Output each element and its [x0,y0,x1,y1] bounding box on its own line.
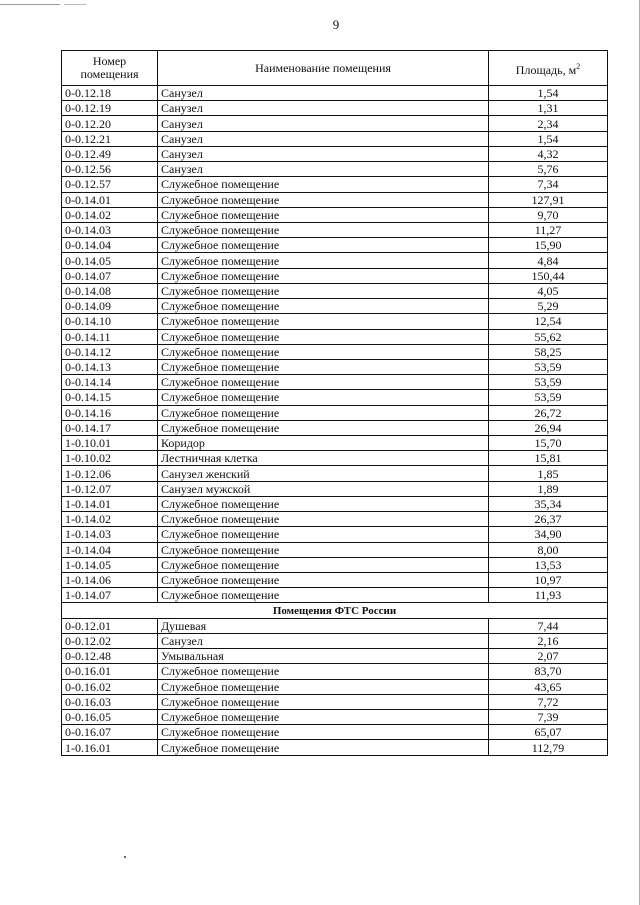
room-area-cell: 65,07 [489,725,608,740]
table-row [62,527,608,542]
room-name-cell: Служебное помещение [158,709,489,724]
table-row [62,131,608,146]
room-area-cell: 12,54 [489,314,608,329]
room-area-cell: 15,81 [489,451,608,466]
table-row [62,405,608,420]
room-name-cell: Служебное помещение [158,512,489,527]
room-number-cell: 0-0.14.04 [62,238,158,253]
room-name-cell: Служебное помещение [158,268,489,283]
table-row [62,573,608,588]
room-name-cell: Служебное помещение [158,664,489,679]
table-row [62,725,608,740]
room-area-cell: 4,32 [489,146,608,161]
room-area-cell: 13,53 [489,557,608,572]
room-number-cell: 1-0.14.02 [62,512,158,527]
table-row [62,451,608,466]
header-area-label: Площадь, м [515,62,577,77]
room-name-cell: Служебное помещение [158,238,489,253]
room-area-cell: 7,72 [489,694,608,709]
room-area-cell: 2,07 [489,649,608,664]
room-area-cell: 9,70 [489,207,608,222]
room-number-cell: 1-0.14.05 [62,557,158,572]
room-area-cell: 34,90 [489,527,608,542]
table-row [62,299,608,314]
table-row [62,694,608,709]
table-row [62,420,608,435]
room-number-cell: 0-0.12.57 [62,177,158,192]
room-number-cell: 1-0.14.06 [62,573,158,588]
room-area-cell: 53,59 [489,359,608,374]
room-number-cell: 1-0.12.07 [62,481,158,496]
room-area-cell: 53,59 [489,390,608,405]
table-row [62,588,608,603]
room-name-cell: Душевая [158,618,489,633]
room-number-cell: 0-0.14.11 [62,329,158,344]
room-area-cell: 150,44 [489,268,608,283]
header-room-name: Наименование помещения [158,51,489,86]
room-number-cell: 0-0.12.56 [62,162,158,177]
room-name-cell: Умывальная [158,649,489,664]
room-area-cell: 1,85 [489,466,608,481]
table-row [62,283,608,298]
room-name-cell: Санузел [158,131,489,146]
table-row [62,664,608,679]
table-row [62,207,608,222]
room-area-cell: 1,89 [489,481,608,496]
section-title: Помещения ФТС России [62,603,608,618]
header-room-number-line2: помещения [80,67,139,81]
room-number-cell: 0-0.16.02 [62,679,158,694]
room-area-cell: 15,70 [489,436,608,451]
room-number-cell: 1-0.14.04 [62,542,158,557]
scan-speck [124,856,126,858]
table-row [62,649,608,664]
room-name-cell: Служебное помещение [158,740,489,755]
header-area-unit-superscript: 2 [576,61,581,71]
table-row [62,557,608,572]
room-name-cell: Служебное помещение [158,390,489,405]
room-number-cell: 0-0.14.02 [62,207,158,222]
room-name-cell: Служебное помещение [158,557,489,572]
room-number-cell: 0-0.12.02 [62,633,158,648]
room-number-cell: 0-0.14.13 [62,359,158,374]
room-area-cell: 1,54 [489,131,608,146]
room-name-cell: Служебное помещение [158,283,489,298]
room-name-cell: Санузел [158,101,489,116]
room-number-cell: 0-0.14.17 [62,420,158,435]
table-row [62,268,608,283]
scan-top-rule [0,4,60,5]
room-number-cell: 0-0.14.08 [62,283,158,298]
table-row [62,329,608,344]
room-area-cell: 26,72 [489,405,608,420]
table-row [62,253,608,268]
page-number: 9 [332,17,340,32]
table-row [62,162,608,177]
room-number-cell: 0-0.14.14 [62,375,158,390]
room-number-cell: 1-0.10.01 [62,436,158,451]
room-name-cell: Служебное помещение [158,329,489,344]
room-number-cell: 0-0.12.48 [62,649,158,664]
room-area-cell: 58,25 [489,344,608,359]
table-row [62,177,608,192]
room-name-cell: Санузел [158,633,489,648]
room-number-cell: 0-0.12.19 [62,101,158,116]
room-name-cell: Служебное помещение [158,299,489,314]
room-number-cell: 0-0.14.10 [62,314,158,329]
room-name-cell: Служебное помещение [158,573,489,588]
room-area-cell: 55,62 [489,329,608,344]
room-area-cell: 1,54 [489,86,608,101]
room-area-cell: 4,84 [489,253,608,268]
room-name-cell: Санузел [158,162,489,177]
room-area-cell: 26,37 [489,512,608,527]
rooms-table [61,50,608,756]
room-name-cell: Служебное помещение [158,694,489,709]
room-number-cell: 0-0.14.09 [62,299,158,314]
room-area-cell: 7,44 [489,618,608,633]
room-number-cell: 1-0.14.03 [62,527,158,542]
table-row [62,679,608,694]
table-row [62,222,608,237]
room-number-cell: 0-0.12.49 [62,146,158,161]
room-area-cell: 112,79 [489,740,608,755]
room-area-cell: 35,34 [489,496,608,511]
table-row [62,314,608,329]
room-area-cell: 11,27 [489,222,608,237]
room-number-cell: 0-0.14.01 [62,192,158,207]
room-area-cell: 5,76 [489,162,608,177]
section-header-row [62,603,608,618]
room-name-cell: Санузел [158,146,489,161]
room-name-cell: Лестничная клетка [158,451,489,466]
room-name-cell: Служебное помещение [158,375,489,390]
table-row [62,436,608,451]
room-number-cell: 0-0.12.21 [62,131,158,146]
table-row [62,192,608,207]
table-row [62,101,608,116]
room-number-cell: 0-0.14.15 [62,390,158,405]
room-name-cell: Служебное помещение [158,222,489,237]
room-number-cell: 1-0.12.06 [62,466,158,481]
room-number-cell: 0-0.14.16 [62,405,158,420]
room-name-cell: Служебное помещение [158,542,489,557]
room-area-cell: 26,94 [489,420,608,435]
table-row [62,618,608,633]
room-number-cell: 1-0.16.01 [62,740,158,755]
room-name-cell: Служебное помещение [158,725,489,740]
room-name-cell: Санузел [158,86,489,101]
room-name-cell: Служебное помещение [158,207,489,222]
room-name-cell: Служебное помещение [158,588,489,603]
rooms-table-body [62,86,608,756]
room-name-cell: Санузел [158,116,489,131]
room-name-cell: Служебное помещение [158,496,489,511]
room-name-cell: Служебное помещение [158,253,489,268]
room-area-cell: 2,34 [489,116,608,131]
room-name-cell: Служебное помещение [158,192,489,207]
room-area-cell: 127,91 [489,192,608,207]
room-name-cell: Санузел женский [158,466,489,481]
room-name-cell: Служебное помещение [158,359,489,374]
header-room-area [489,51,608,86]
room-name-cell: Служебное помещение [158,405,489,420]
room-name-cell: Служебное помещение [158,177,489,192]
table-row [62,344,608,359]
table-row [62,466,608,481]
room-number-cell: 0-0.16.01 [62,664,158,679]
room-name-cell: Коридор [158,436,489,451]
room-area-cell: 53,59 [489,375,608,390]
table-row [62,116,608,131]
room-area-cell: 7,39 [489,709,608,724]
room-area-cell: 1,31 [489,101,608,116]
room-number-cell: 0-0.16.07 [62,725,158,740]
room-number-cell: 0-0.16.03 [62,694,158,709]
table-row [62,633,608,648]
room-name-cell: Служебное помещение [158,344,489,359]
room-number-cell: 1-0.14.07 [62,588,158,603]
room-area-cell: 7,34 [489,177,608,192]
room-name-cell: Служебное помещение [158,314,489,329]
room-number-cell: 0-0.14.07 [62,268,158,283]
room-area-cell: 2,16 [489,633,608,648]
scan-top-rule-short [64,4,86,5]
room-number-cell: 0-0.12.20 [62,116,158,131]
room-area-cell: 5,29 [489,299,608,314]
room-number-cell: 0-0.12.18 [62,86,158,101]
table-row [62,481,608,496]
table-row [62,390,608,405]
room-area-cell: 4,05 [489,283,608,298]
table-header-row [62,51,608,86]
room-number-cell: 0-0.12.01 [62,618,158,633]
table-row [62,542,608,557]
room-name-cell: Служебное помещение [158,679,489,694]
room-area-cell: 8,00 [489,542,608,557]
room-area-cell: 11,93 [489,588,608,603]
table-row [62,238,608,253]
room-area-cell: 15,90 [489,238,608,253]
room-number-cell: 0-0.14.05 [62,253,158,268]
room-name-cell: Служебное помещение [158,527,489,542]
room-name-cell: Служебное помещение [158,420,489,435]
room-area-cell: 83,70 [489,664,608,679]
table-row [62,146,608,161]
table-row [62,375,608,390]
room-area-cell: 43,65 [489,679,608,694]
table-row [62,359,608,374]
table-row [62,740,608,755]
table-row [62,496,608,511]
room-number-cell: 1-0.10.02 [62,451,158,466]
room-number-cell: 0-0.14.03 [62,222,158,237]
table-row [62,86,608,101]
room-name-cell: Санузел мужской [158,481,489,496]
table-row [62,709,608,724]
room-number-cell: 1-0.14.01 [62,496,158,511]
room-number-cell: 0-0.14.12 [62,344,158,359]
room-area-cell: 10,97 [489,573,608,588]
header-room-number [62,51,158,86]
header-room-number-line1: Номер [92,54,127,68]
room-number-cell: 0-0.16.05 [62,709,158,724]
table-row [62,512,608,527]
